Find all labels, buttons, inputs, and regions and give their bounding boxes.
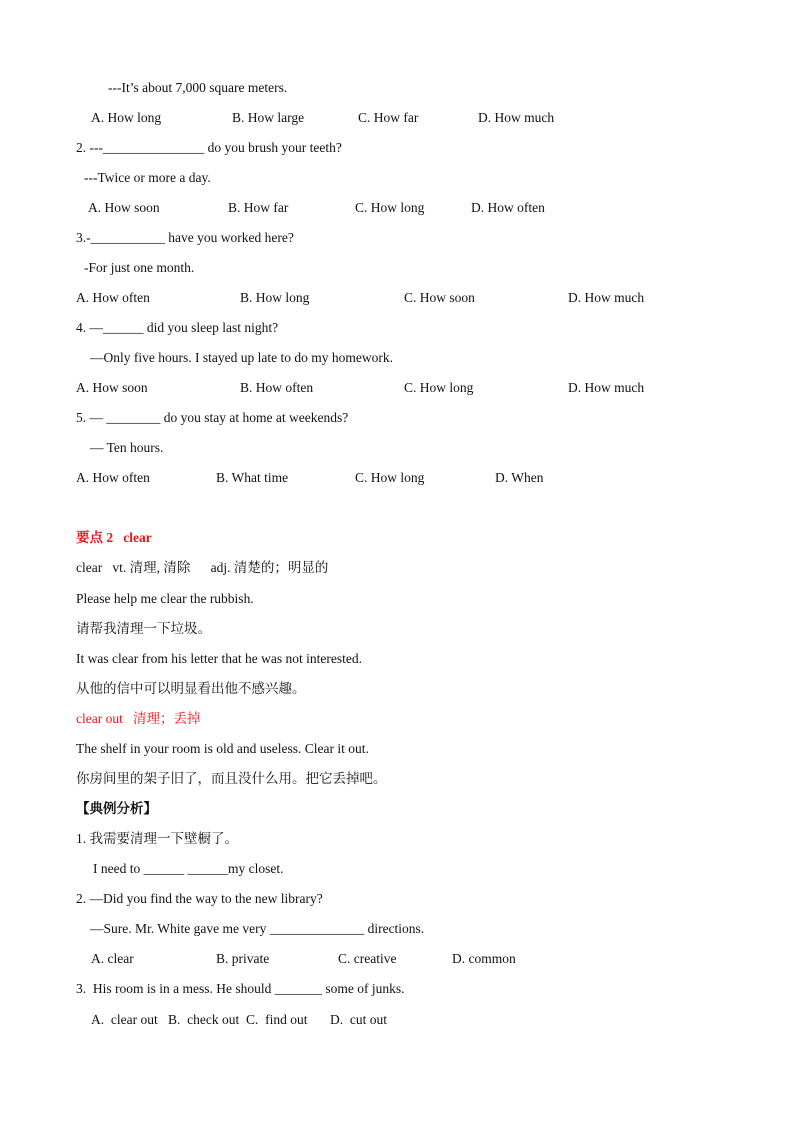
- q5-option-b: B. What time: [216, 470, 289, 485]
- analysis-2-stem: 2. —Did you find the way to the new library?: [76, 891, 323, 906]
- analysis-heading: 【典例分析】: [76, 801, 157, 816]
- analysis-3-option-d: D. cut out: [330, 1012, 387, 1027]
- point2-example-zh-1: 请帮我清理一下垃圾。: [76, 621, 211, 636]
- q2-stem: 2. ---_______________ do you brush your teeth?: [76, 140, 342, 155]
- point2-heading: 要点 2 clear: [76, 530, 152, 545]
- q1-option-b: B. How large: [232, 110, 305, 125]
- q4-option-b: B. How often: [240, 380, 314, 395]
- q3-option-b: B. How long: [240, 290, 310, 305]
- point2-phrase-example-zh: 你房间里的架子旧了，而且没什么用。把它丢掉吧。: [76, 771, 387, 786]
- q1-option-d: D. How much: [478, 110, 555, 125]
- q1-option-c: C. How far: [358, 110, 419, 125]
- analysis-1-line: I need to ______ ______my closet.: [93, 861, 284, 876]
- q5-option-a: A. How often: [76, 470, 150, 485]
- analysis-3-option-c: C. find out: [246, 1012, 308, 1027]
- analysis-2-option-a: A. clear: [91, 951, 134, 966]
- q2-option-c: C. How long: [355, 200, 425, 215]
- q4-answer: —Only five hours. I stayed up late to do my homework.: [90, 350, 393, 365]
- point2-phrase-example-en: The shelf in your room is old and useless. Clear it out.: [76, 741, 369, 756]
- q2-option-b: B. How far: [228, 200, 289, 215]
- analysis-3-option-a: A. clear out: [91, 1012, 158, 1027]
- q4-option-a: A. How soon: [76, 380, 148, 395]
- q1-option-a: A. How long: [91, 110, 162, 125]
- q4-option-d: D. How much: [568, 380, 645, 395]
- analysis-2-option-b: B. private: [216, 951, 270, 966]
- q1-answer: ---It’s about 7,000 square meters.: [108, 80, 288, 95]
- analysis-3-stem: 3. His room is in a mess. He should _______ some of junks.: [76, 981, 405, 996]
- point2-example-en-2: It was clear from his letter that he was not interested.: [76, 651, 363, 666]
- analysis-2-line: —Sure. Mr. White gave me very ______________ directions.: [90, 921, 425, 936]
- q5-option-c: C. How long: [355, 470, 425, 485]
- q3-option-c: C. How soon: [404, 290, 475, 305]
- q2-option-a: A. How soon: [88, 200, 160, 215]
- q5-option-d: D. When: [495, 470, 544, 485]
- q4-option-c: C. How long: [404, 380, 474, 395]
- point2-example-en-1: Please help me clear the rubbish.: [76, 591, 254, 606]
- q2-answer: ---Twice or more a day.: [84, 170, 211, 185]
- point2-phrase: clear out 清理；丢掉: [76, 711, 201, 726]
- point2-definition: clear vt. 清理, 清除 adj. 清楚的；明显的: [76, 560, 329, 575]
- q3-stem: 3.-___________ have you worked here?: [76, 230, 294, 245]
- q5-stem: 5. — ________ do you stay at home at weekends?: [76, 410, 349, 425]
- analysis-2-option-c: C. creative: [338, 951, 397, 966]
- q3-option-d: D. How much: [568, 290, 645, 305]
- analysis-2-option-d: D. common: [452, 951, 516, 966]
- analysis-3-option-b: B. check out: [168, 1012, 240, 1027]
- q5-answer: — Ten hours.: [90, 440, 164, 455]
- q3-option-a: A. How often: [76, 290, 150, 305]
- point2-example-zh-2: 从他的信中可以明显看出他不感兴趣。: [76, 681, 306, 696]
- q4-stem: 4. —______ did you sleep last night?: [76, 320, 279, 335]
- q2-option-d: D. How often: [471, 200, 545, 215]
- analysis-1-stem: 1. 我需要清理一下壁橱了。: [76, 831, 238, 846]
- q3-answer: -For just one month.: [84, 260, 195, 275]
